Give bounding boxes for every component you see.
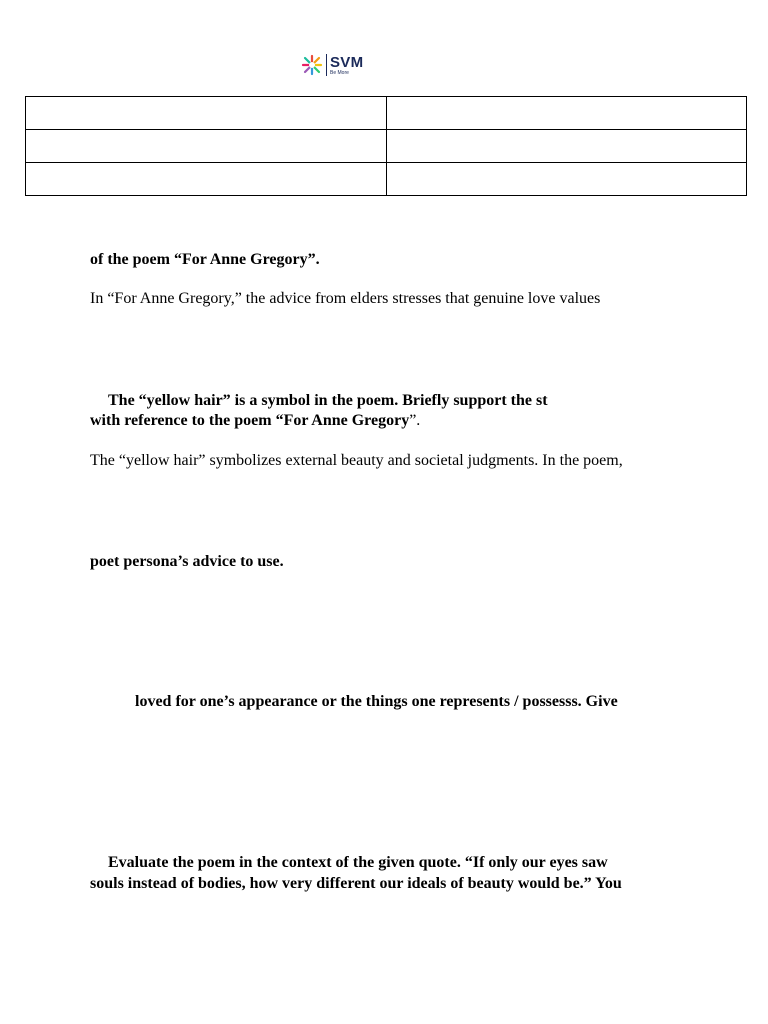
table-cell [26,130,387,163]
question-1-answer: In “For Anne Gregory,” the advice from elders stresses that genuine love values [90,290,601,307]
question-3-prompt: poet persona’s advice to use. [90,553,284,570]
logo-text [330,55,363,76]
question-2-prompt-line-2-end: ”. [409,412,421,429]
logo-name: SVM [330,53,364,71]
question-5-prompt-line-1: Evaluate the poem in the context of the given quote. “If only our eyes saw [108,854,608,871]
info-table [25,96,747,196]
table-cell [26,163,387,196]
question-2-prompt-line-2 [90,411,420,431]
table-cell [26,97,387,130]
logo-tagline: Be More [330,69,349,76]
table-cell [386,163,747,196]
question-5-prompt-line-2: souls instead of bodies, how very different our ideals of beauty would be.” You [90,875,622,892]
question-2-answer: The “yellow hair” symbolizes external beauty and societal judgments. In the poem, [90,452,623,469]
question-2-prompt-line-1: The “yellow hair” is a symbol in the poem. Briefly support the st [108,392,548,409]
question-2-prompt-line-2-bold: with reference to the poem “For Anne Gregory [90,412,410,429]
table-cell [386,97,747,130]
logo-divider [326,54,327,76]
svm-logo [299,52,363,78]
logo-burst-icon [299,52,325,78]
question-4-prompt: loved for one’s appearance or the things one represents / possesss. Give [135,693,618,710]
table-row [26,130,747,163]
table-row [26,97,747,130]
table-cell [386,130,747,163]
question-1-prompt: of the poem “For Anne Gregory”. [90,251,320,268]
table-row [26,163,747,196]
